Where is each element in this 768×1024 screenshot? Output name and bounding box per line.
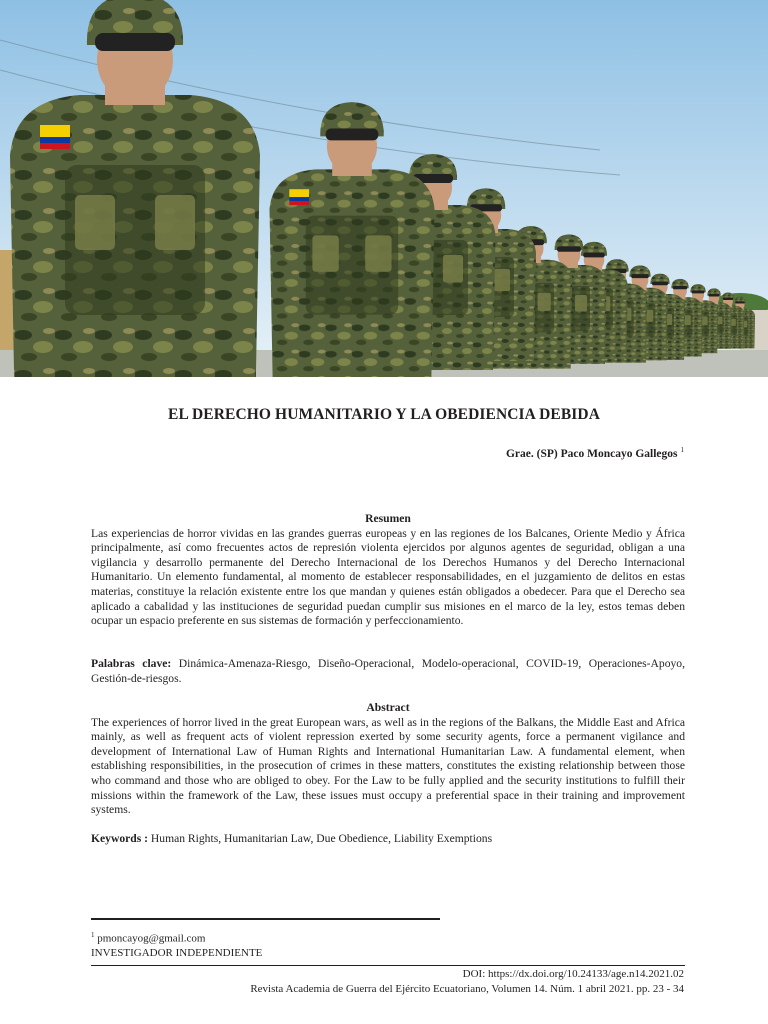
- palabras-clave-label: Palabras clave:: [91, 657, 172, 670]
- abstract-text: The experiences of horror lived in the great European wars, as well as in the regions of the Balkans, the Middle East and Africa mainly, as well as frequent acts of violent repression exerted by some security agents, force a permanent vigilance and development of International Law of Human Rights and International Humanitarian Law. A fundamental element, when establishing responsibilities, in the prosecution of crimes in these matters, constitutes the existing relationship between those who command and those who are obliged to obey. For the Law to be fully applied and the security institutions to fulfill their missions within the framework of the Law, these issues must occupy a preferential space in their training and improvement systems.: [91, 715, 685, 817]
- footnote-affiliation: INVESTIGADOR INDEPENDIENTE: [91, 947, 263, 960]
- page-footer: [250, 967, 684, 996]
- abstract-heading: Abstract: [366, 701, 410, 714]
- author-footnote-mark: 1: [680, 446, 684, 454]
- palabras-clave-paragraph: [91, 657, 685, 686]
- footnote-mark: 1: [91, 931, 95, 939]
- resumen-text: Las experiencias de horror vividas en las grandes guerras europeas y en las regiones de los Balcanes, Oriente Medio y África principalmente, así como frecuentes actos de represión violenta ejercidos por algunos agentes de seguridad, obligan a una vigilancia y desarrollo permanente del Derecho Internacional de los Derechos Humanos y del Derecho Internacional Humanitario. Un elemento fundamental, al momento de establecer responsabilidades, en el juzgamiento de delitos en estas materias, constituye la relación existente entre los que mandan y quienes están obligados a obedecer. Para que el Derecho sea aplicado a cabalidad y las instituciones de seguridad puedan cumplir sus misiones en el marco de la ley, estos temas deben ocupar un espacio preferente en sus sistemas de formación y perfeccionamiento.: [91, 526, 685, 628]
- author-name: Grae. (SP) Paco Moncayo Gallegos: [505, 447, 678, 460]
- keywords-paragraph: [91, 832, 685, 847]
- keywords-label: Keywords :: [91, 832, 148, 845]
- footer-journal: Revista Academia de Guerra del Ejército Ecuatoriano, Volumen 14. Núm. 1 abril 2021. pp. 23 - 34: [250, 982, 684, 995]
- article-title: EL DERECHO HUMANITARIO Y LA OBEDIENCIA DEBIDA: [168, 406, 600, 423]
- palabras-clave-section: [91, 657, 685, 686]
- footnote-email-line: [91, 928, 262, 946]
- footnote-email: pmoncayog@gmail.com: [94, 932, 206, 945]
- palabras-clave-text: Dinámica-Amenaza-Riesgo, Diseño-Operacional, Modelo-operacional, COVID-19, Operaciones-Apoyo, Gestión-de-riesgos.: [91, 657, 685, 685]
- keywords-section: [91, 832, 685, 847]
- keywords-text: Human Rights, Humanitarian Law, Due Obedience, Liability Exemptions: [148, 832, 493, 845]
- author-line: [506, 446, 684, 460]
- resumen-section: [91, 512, 685, 629]
- footnote-divider: [91, 918, 440, 920]
- footer-doi: DOI: https://dx.doi.org/10.24133/age.n14.2021.02: [462, 968, 684, 980]
- footnote: [91, 928, 262, 961]
- soldiers-illustration: [0, 0, 768, 377]
- footer-divider: [91, 965, 685, 966]
- resumen-heading: Resumen: [365, 512, 411, 525]
- cover-photo-soldiers: [0, 0, 768, 377]
- abstract-section: [91, 701, 685, 818]
